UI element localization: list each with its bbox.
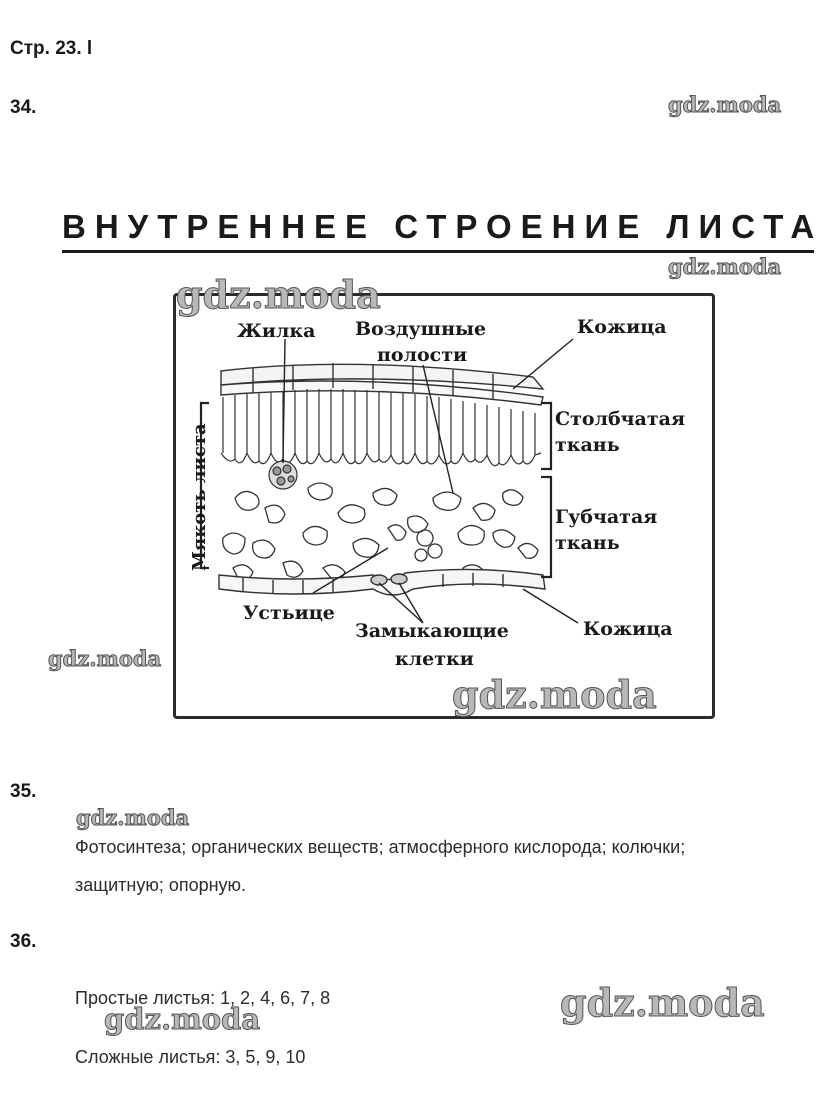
label-spongy-line2: ткань xyxy=(555,532,620,554)
spongy-cells xyxy=(223,483,538,580)
leaf-cross-section-diagram xyxy=(173,293,715,719)
vein xyxy=(269,461,297,489)
watermark: gdz.moda xyxy=(668,92,782,117)
label-stoma: Устьице xyxy=(243,602,335,624)
label-spongy: Губчатая xyxy=(555,506,658,528)
watermark: gdz.moda xyxy=(48,646,162,671)
answer-36-simple: Простые листья: 1, 2, 4, 6, 7, 8 xyxy=(75,988,331,1008)
label-vein: Жилка xyxy=(237,320,316,342)
lower-epidermis xyxy=(219,569,545,595)
page-title: Стр. 23. l xyxy=(10,38,93,59)
label-guard-cells-line2: клетки xyxy=(395,648,474,670)
title-underline xyxy=(62,250,814,253)
label-mesophyll: Мякоть листа xyxy=(189,423,210,571)
label-lower-skin: Кожица xyxy=(583,618,673,640)
upper-epidermis xyxy=(221,363,543,405)
watermark: gdz.moda xyxy=(104,1002,261,1036)
label-upper-skin: Кожица xyxy=(577,316,667,338)
label-air-cavities-line2: полости xyxy=(377,344,468,366)
watermark: gdz.moda xyxy=(76,805,190,830)
question-number-36: 36. xyxy=(10,931,37,952)
answer-35-line1: Фотосинтеза; органических веществ; атмосферного кислорода; колючки; xyxy=(75,837,686,857)
watermark: gdz.moda xyxy=(452,672,657,717)
label-palisade: Столбчатая xyxy=(555,408,685,430)
label-guard-cells: Замыкающие xyxy=(355,620,509,642)
question-number-35: 35. xyxy=(10,781,37,802)
diagram-title: ВНУТРЕННЕЕ СТРОЕНИЕ ЛИСТА xyxy=(62,208,824,245)
watermark: gdz.moda xyxy=(668,254,782,279)
label-palisade-line2: ткань xyxy=(555,434,620,456)
answer-35-line2: защитную; опорную. xyxy=(75,875,247,895)
question-number-34: 34. xyxy=(10,97,37,118)
label-air-cavities: Воздушные xyxy=(355,318,487,340)
palisade-cells xyxy=(221,389,541,466)
watermark: gdz.moda xyxy=(560,980,765,1025)
watermark: gdz.moda xyxy=(176,272,381,317)
answer-36-compound: Сложные листья: 3, 5, 9, 10 xyxy=(75,1047,306,1067)
